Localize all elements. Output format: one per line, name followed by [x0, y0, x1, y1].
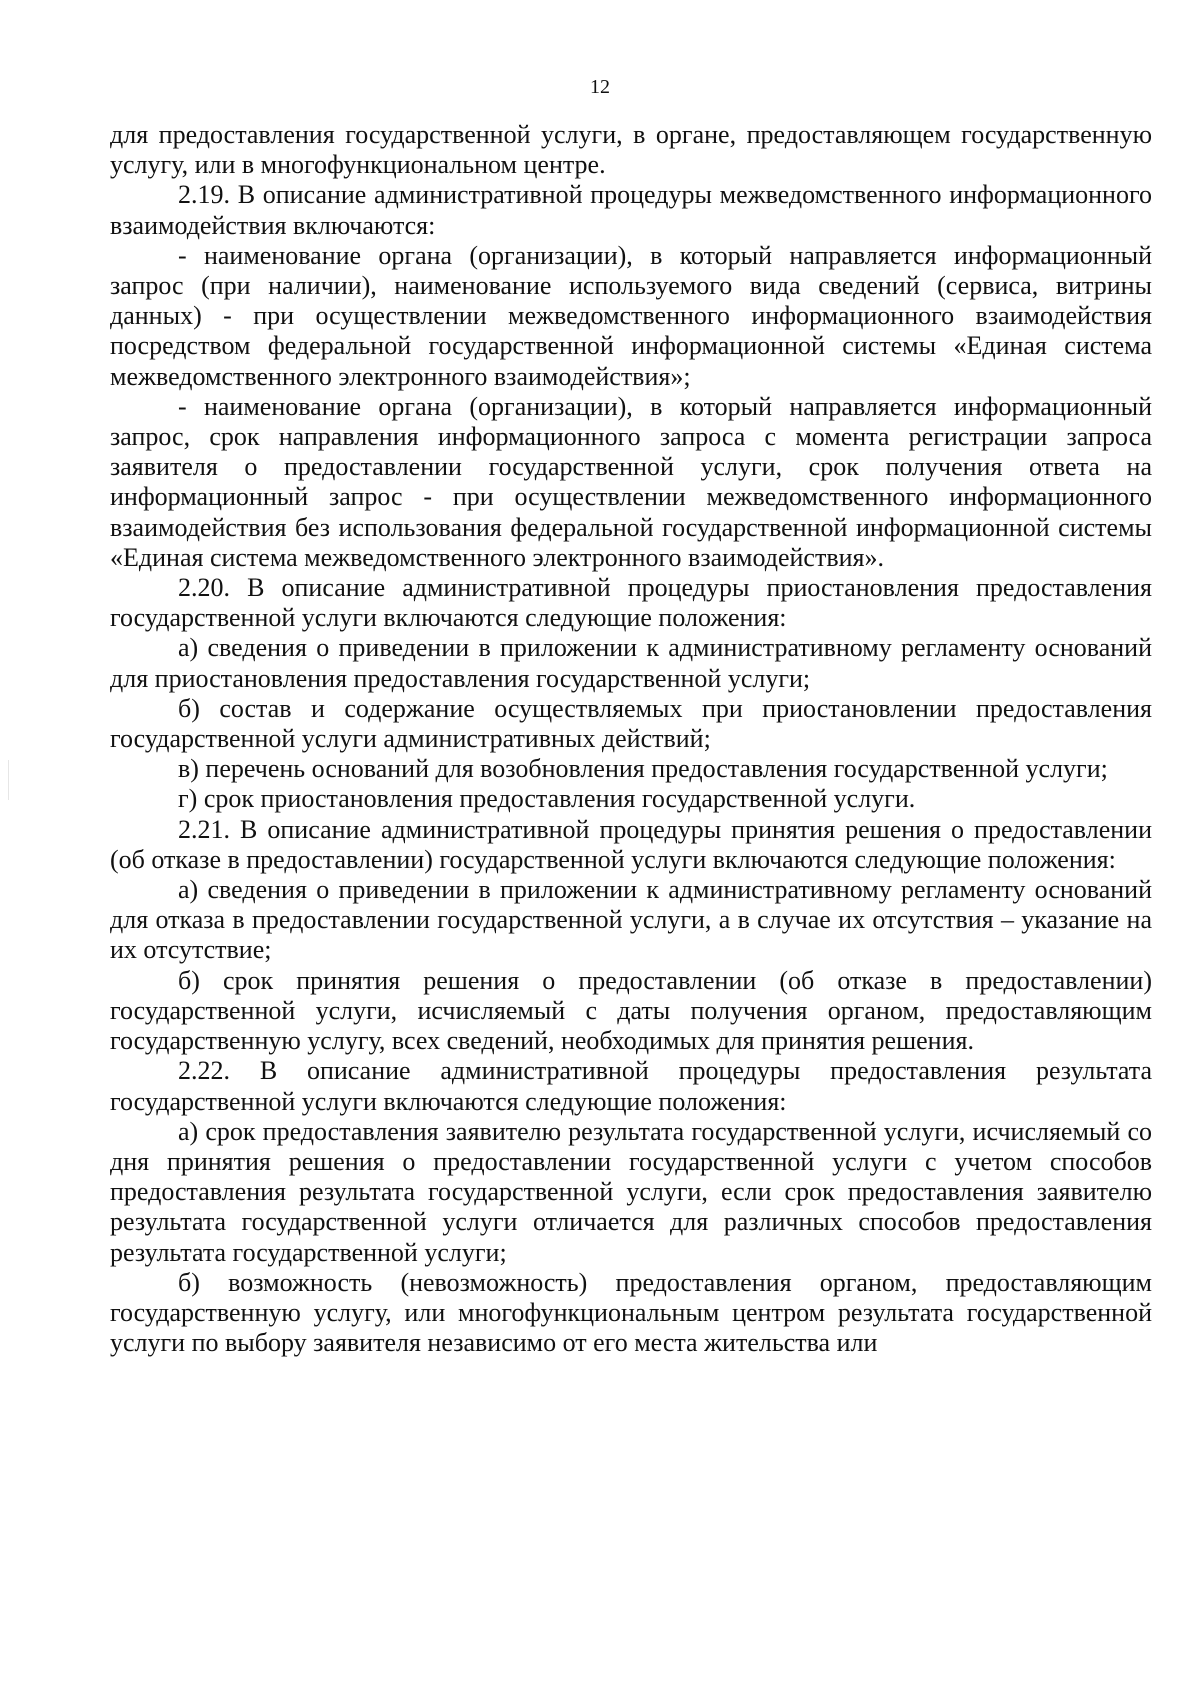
list-item-a-result: а) срок предоставления заявителю результата государственной услуги, исчисляемый со дня принятия решения о предоставлении государственной услуги с учетом способов предоставления результата государственной услуги, если срок предоставления заявителю результата государственной услуги отличается для различных способов предоставления результата государственной услуги;	[110, 1116, 1152, 1267]
paragraph-continuation: для предоставления государственной услуги, в органе, предоставляющем государственную услугу, или в многофункциональном центре.	[110, 120, 1152, 180]
paragraph-2-22: 2.22. В описание административной процедуры предоставления результата государственной услуги включаются следующие положения:	[110, 1056, 1152, 1116]
paragraph-2-19: 2.19. В описание административной процедуры межведомственного информационного взаимодействия включаются:	[110, 180, 1152, 240]
paragraph-2-21: 2.21. В описание административной процедуры принятия решения о предоставлении (об отказе в предоставлении) государственной услуги включаются следующие положения:	[110, 814, 1152, 874]
paragraph-2-20: 2.20. В описание административной процедуры приостановления предоставления государственной услуги включаются следующие положения:	[110, 573, 1152, 633]
list-item-a-suspension: а) сведения о приведении в приложении к административному регламенту оснований для приостановления предоставления государственной услуги;	[110, 633, 1152, 693]
list-item-a-decision: а) сведения о приведении в приложении к административному регламенту оснований для отказа в предоставлении государственной услуги, а в случае их отсутствия – указание на их отсутствие;	[110, 875, 1152, 965]
list-item-no-smev: - наименование органа (организации), в который направляется информационный запрос, срок направления информационного запроса с момента регистрации запроса заявителя о предоставлении государственной услуги, срок получения ответа на информационный запрос - при осуществлении межведомственного информационного взаимодействия без использования федеральной государственной информационной системы «Единая система межведомственного электронного взаимодействия».	[110, 391, 1152, 572]
list-item-g-suspension: г) срок приостановления предоставления государственной услуги.	[178, 784, 916, 814]
list-item-b-suspension: б) состав и содержание осуществляемых при приостановлении предоставления государственной услуги административных действий;	[110, 693, 1152, 754]
document-body	[110, 120, 1152, 1358]
list-item-b-decision: б) срок принятия решения о предоставлении (об отказе в предоставлении) государственной услуги, исчисляемый с даты получения органом, предоставляющим государственную услугу, всех сведений, необходимых для принятия решения.	[110, 965, 1152, 1056]
list-item-b-result: б) возможность (невозможность) предоставления органом, предоставляющим государственную услугу, или многофункциональным центром результата государственной услуги по выбору заявителя независимо от его места жительства или	[110, 1267, 1152, 1358]
list-item-smev: - наименование органа (организации), в который направляется информационный запрос (при наличии), наименование используемого вида сведений (сервиса, витрины данных) - при осуществлении межведомственного информационного взаимодействия посредством федеральной государственной информационной системы «Единая система межведомственного электронного взаимодействия»;	[110, 240, 1152, 391]
list-item-v-suspension: в) перечень оснований для возобновления предоставления государственной услуги;	[178, 754, 1108, 784]
page-number: 12	[590, 76, 610, 98]
scan-artifact	[8, 760, 9, 800]
